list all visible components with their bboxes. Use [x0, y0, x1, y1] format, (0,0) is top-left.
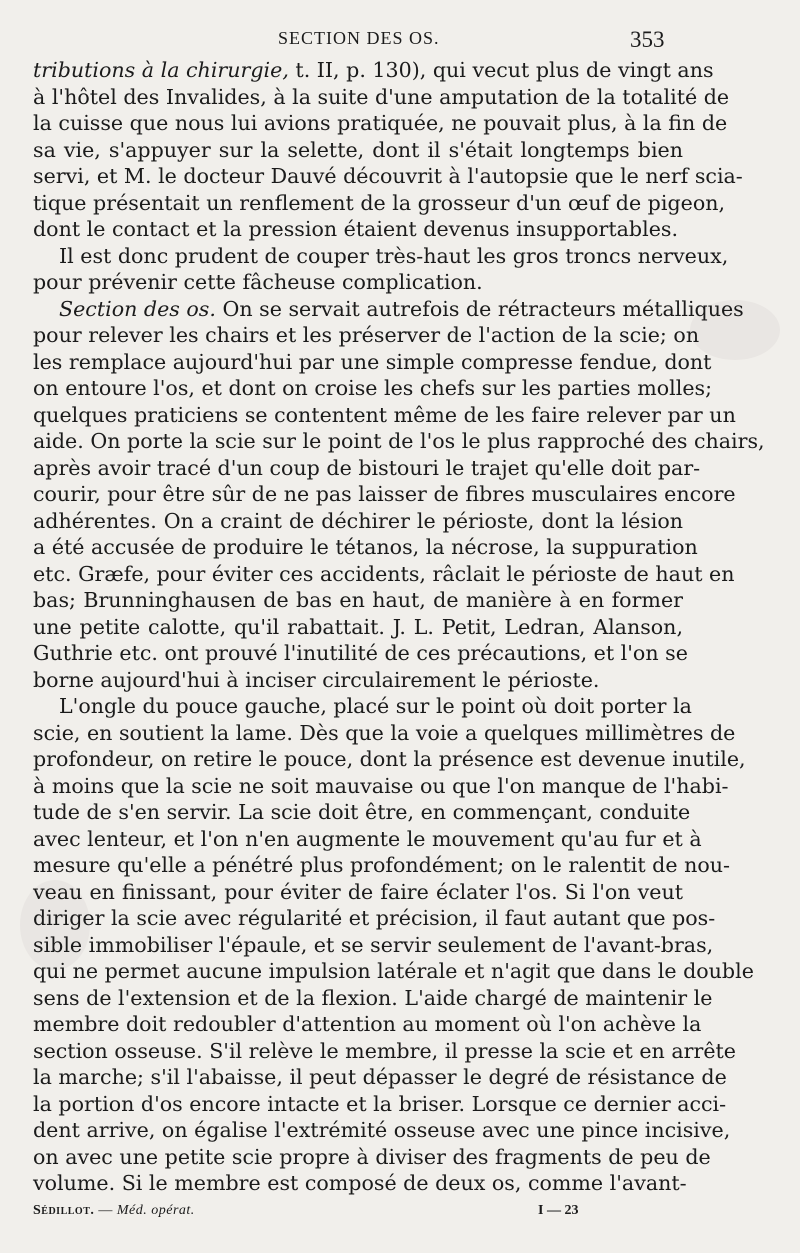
- text-line: sens de l'extension et de la flexion. L'aide chargé de maintenir le: [33, 985, 713, 1010]
- text-line: volume. Si le membre est composé de deux os, comme l'avant-: [33, 1171, 687, 1195]
- footer-imprint: [33, 1203, 195, 1219]
- running-head: SECTION DES OS.: [278, 28, 440, 48]
- text-line: adhérentes. On a craint de déchirer le périoste, dont la lésion: [33, 508, 683, 533]
- text-line: à moins que la scie ne soit mauvaise ou que l'on manque de l'habi-: [33, 773, 729, 798]
- text-line: la marche; s'il l'abaisse, il peut dépasser le degré de résistance de: [33, 1065, 727, 1089]
- text-line: la cuisse que nous lui avions pratiquée, ne pouvait plus, à la fin de: [33, 111, 728, 135]
- section-heading-italic: Section des os.: [59, 296, 216, 321]
- footer-separator: —: [94, 1203, 117, 1218]
- text-line: diriger la scie avec régularité et précision, il faut autant que pos-: [33, 906, 716, 930]
- text-line: après avoir tracé d'un coup de bistouri le trajet qu'elle doit par-: [33, 455, 701, 480]
- footer-author: Sédillot.: [33, 1203, 95, 1218]
- text-line: mesure qu'elle a pénétré plus profondément; on le ralentit de nou-: [33, 853, 730, 877]
- text-line: a été accusée de produire le tétanos, la nécrose, la suppuration: [33, 535, 698, 559]
- text-line: Guthrie etc. ont prouvé l'inutilité de ces précautions, et l'on se: [33, 641, 688, 665]
- text-line: section osseuse. S'il relève le membre, il presse la scie et en arrête: [33, 1038, 736, 1063]
- text-run: t. II, p. 130), qui vecut plus de vingt ans: [288, 58, 714, 82]
- text-line: tique présentait un renflement de la grosseur d'un œuf de pigeon,: [33, 190, 726, 215]
- text-line: avec lenteur, et l'on n'en augmente le mouvement qu'au fur et à: [33, 826, 702, 851]
- text-line: [33, 296, 744, 323]
- text-line: borne aujourd'hui à inciser circulairement le périoste.: [33, 667, 600, 692]
- text-line: une petite calotte, qu'il rabattait. J. L. Petit, Ledran, Alanson,: [33, 614, 683, 639]
- text-line: bas; Brunninghausen de bas en haut, de manière à en former: [33, 588, 683, 612]
- text-line: dont le contact et la pression étaient devenus insupportables.: [33, 217, 679, 241]
- text-line: courir, pour être sûr de ne pas laisser de fibres musculaires encore: [33, 482, 736, 506]
- text-line: veau en finissant, pour éviter de faire éclater l'os. Si l'on veut: [33, 879, 683, 904]
- text-line: dent arrive, on égalise l'extrémité osseuse avec une pince incisive,: [33, 1118, 731, 1142]
- text-line: membre doit redoubler d'attention au moment où l'on achève la: [33, 1012, 702, 1036]
- footer-title: Méd. opérat.: [116, 1203, 195, 1218]
- text-line: on avec une petite scie propre à diviser des fragments de peu de: [33, 1144, 711, 1169]
- body-text: [33, 57, 765, 1197]
- footer-signature: I — 23: [538, 1203, 579, 1218]
- text-line: etc. Græfe, pour éviter ces accidents, râclait le périoste de haut en: [33, 561, 735, 586]
- text-line: quelques praticiens se contentent même de les faire relever par un: [33, 402, 736, 427]
- text-line: [33, 57, 714, 84]
- text-line: la portion d'os encore intacte et la briser. Lorsque ce dernier acci-: [33, 1091, 727, 1116]
- italic-citation: tributions à la chirurgie,: [33, 58, 289, 82]
- text-line: pour prévenir cette fâcheuse complication.: [33, 270, 483, 294]
- text-line: Il est donc prudent de couper très-haut les gros troncs nerveux,: [59, 243, 729, 268]
- text-line: servi, et M. le docteur Dauvé découvrit à l'autopsie que le nerf scia-: [33, 164, 743, 188]
- text-line: tude de s'en servir. La scie doit être, en commençant, conduite: [33, 800, 691, 824]
- text-line: on entoure l'os, et dont on croise les chefs sur les parties molles;: [33, 376, 713, 400]
- text-line: profondeur, on retire le pouce, dont la présence est devenue inutile,: [33, 747, 746, 771]
- text-line: sible immobiliser l'épaule, et se servir seulement de l'avant-bras,: [33, 932, 714, 957]
- text-line: L'ongle du pouce gauche, placé sur le point où doit porter la: [59, 694, 692, 718]
- text-line: qui ne permet aucune impulsion latérale et n'agit que dans le double: [33, 959, 754, 983]
- page-number: 353: [630, 27, 665, 52]
- text-line: à l'hôtel des Invalides, à la suite d'une amputation de la totalité de: [33, 84, 730, 109]
- text-line: les remplace aujourd'hui par une simple compresse fendue, dont: [33, 349, 712, 374]
- text-line: pour relever les chairs et les préserver de l'action de la scie; on: [33, 323, 700, 347]
- text-line: sa vie, s'appuyer sur la selette, dont il s'était longtemps bien: [33, 137, 683, 162]
- text-line: aide. On porte la scie sur le point de l'os le plus rapproché des chairs,: [33, 429, 765, 453]
- text-line: scie, en soutient la lame. Dès que la voie a quelques millimètres de: [33, 720, 736, 745]
- text-run: On se servait autrefois de rétracteurs métalliques: [215, 296, 744, 321]
